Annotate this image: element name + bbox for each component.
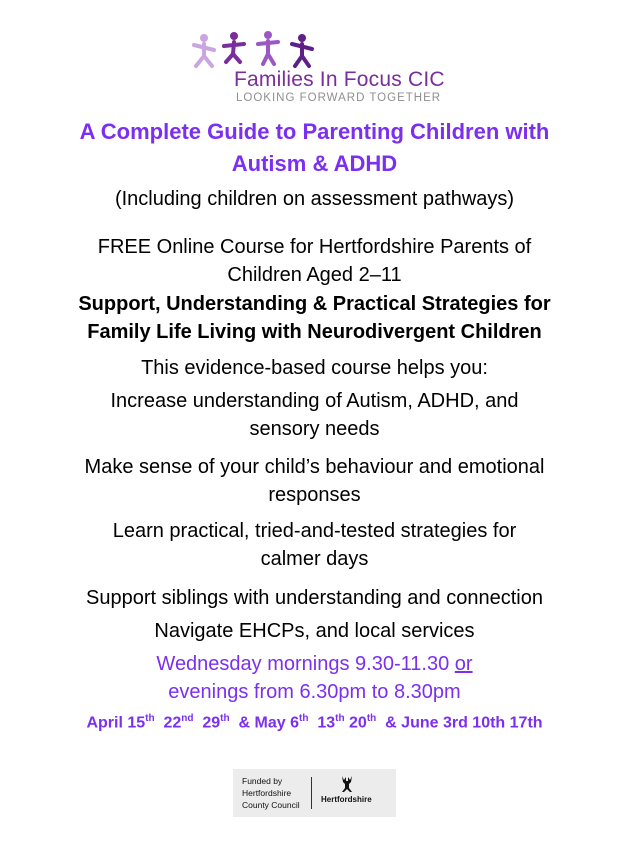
support-heading — [0, 290, 629, 346]
families-in-focus-logo — [190, 30, 445, 110]
support-line-1: Support, Understanding & Practical Strategies for — [78, 293, 551, 315]
benefit-line: Support siblings with understanding and connection — [86, 587, 543, 609]
course-description — [0, 233, 629, 289]
date-may: & May 6 — [238, 714, 299, 732]
people-logo-icon — [190, 30, 320, 72]
funded-line-2: Hertfordshire — [242, 788, 292, 798]
benefit-item — [0, 387, 629, 443]
funding-badge — [233, 769, 396, 817]
date-sup: th — [145, 713, 155, 724]
funded-by-text — [242, 775, 300, 811]
date-29: 29 — [202, 714, 221, 732]
schedule — [0, 650, 629, 706]
date-sup: th — [220, 713, 230, 724]
subtitle: (Including children on assessment pathways) — [114, 188, 515, 210]
benefit-line: sensory needs — [249, 418, 380, 440]
title-line-2: Autism & ADHD — [231, 151, 398, 176]
benefit-line: Learn practical, tried-and-tested strategies for — [112, 520, 517, 542]
badge-divider — [311, 777, 312, 809]
schedule-line-2: evenings from 6.30pm to 8.30pm — [168, 681, 461, 703]
funded-line-1: Funded by — [242, 776, 283, 786]
hertfordshire-stag-icon — [336, 774, 358, 794]
benefit-line: Make sense of your child’s behaviour and emotional — [84, 456, 545, 478]
date-sup: th — [366, 713, 377, 724]
page-title — [0, 116, 629, 180]
date-13: 13 — [317, 714, 336, 732]
session-dates — [0, 713, 629, 732]
title-line-1: A Complete Guide to Parenting Children with — [79, 119, 550, 144]
date-sup: th — [335, 713, 345, 724]
benefit-line: Increase understanding of Autism, ADHD, and — [110, 390, 519, 412]
support-line-2: Family Life Living with Neurodivergent Children — [87, 321, 542, 343]
intro-text: This evidence-based course helps you: — [141, 357, 488, 379]
benefit-item — [0, 517, 629, 573]
course-line-1: FREE Online Course for Hertfordshire Parents of — [97, 236, 532, 258]
date-sup: nd — [181, 713, 194, 724]
schedule-or: or — [454, 653, 473, 675]
date-22: 22 — [163, 714, 182, 732]
schedule-mornings: Wednesday mornings 9.30-11.30 — [156, 653, 450, 675]
funded-line-3: County Council — [242, 800, 300, 810]
benefit-line: responses — [268, 484, 361, 506]
benefit-item — [0, 453, 629, 509]
benefit-line: calmer days — [260, 548, 369, 570]
date-20: 20 — [349, 714, 367, 732]
course-line-2: Children Aged 2–11 — [227, 264, 402, 286]
date-sup: th — [298, 713, 309, 724]
date-june: & June 3rd 10th 17th — [385, 714, 543, 732]
date-april: April 15 — [86, 714, 146, 732]
logo-tagline: LOOKING FORWARD TOGETHER — [236, 92, 442, 104]
benefit-item — [0, 584, 629, 612]
schedule-line-1 — [0, 650, 629, 678]
benefit-item — [0, 617, 629, 645]
hertfordshire-logo-text: Hertfordshire — [321, 795, 372, 804]
benefit-line: Navigate EHCPs, and local services — [154, 620, 475, 642]
logo-name: Families In Focus CIC — [234, 68, 445, 91]
